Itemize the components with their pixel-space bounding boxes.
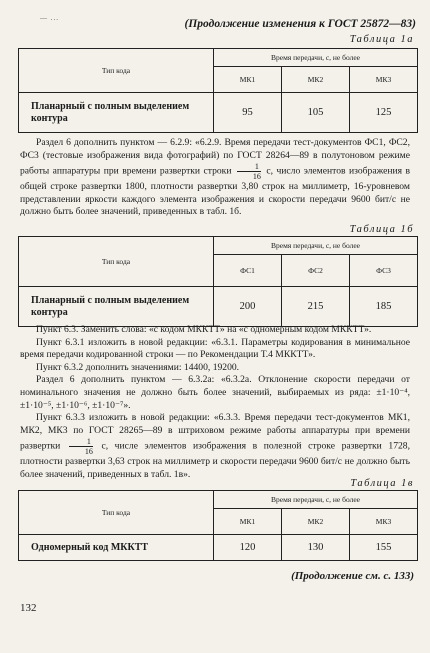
table-1b-group-header: Время передачи, с, не более [214, 237, 418, 255]
paragraph-6-3-2: Пункт 6.3.2 дополнить значениями: 14400, 19200. [36, 361, 240, 373]
paragraph-6-3-1: Пункт 6.3.1 изложить в новой редакции: «6.3.1. Параметры кодирования в минимальное время передачи кодированной строки — по Рекомендации Т.4 МККТТ». [20, 336, 410, 361]
fraction-1-16 [237, 162, 261, 181]
table-1a-col-mk2: МК2 [282, 67, 350, 93]
fraction-denominator: 16 [252, 172, 261, 182]
table-1v-group-header: Время передачи, с, не более [214, 491, 418, 509]
table-1v [18, 490, 418, 561]
page-number: 132 [20, 602, 37, 614]
continuation-footer: (Продолжение см. с. 133) [291, 570, 414, 582]
table-1v-col-mk2: МК2 [282, 509, 350, 535]
table-1v-row-label: Одномерный код МККТТ [19, 535, 214, 561]
table-1v-value-mk2: 130 [282, 535, 350, 561]
paragraph-6-3-3 [20, 412, 410, 481]
table-1a-code-header: Тип кода [19, 49, 214, 93]
table-1v-col-mk1: МК1 [214, 509, 282, 535]
fraction-1-16-second [69, 437, 93, 456]
fraction-denominator: 16 [84, 447, 93, 457]
table-1b [18, 236, 418, 327]
table-1v-value-mk1: 120 [214, 535, 282, 561]
paragraph-6-3-3-text-b: с, числе элементов изображения в полезной строке развертки 1728, плотности развертки 3,63 строк на миллиметр и скорости передачи 9600 бит/с не должно быть более значений, приведенных в табл. 1в». [20, 441, 410, 480]
table-1a-value-mk1: 95 [214, 93, 282, 133]
paragraphs-6-3 [20, 324, 410, 482]
continuation-header: (Продолжение изменения к ГОСТ 25872—83) [184, 18, 416, 30]
table-1b-caption: Таблица 1б [349, 224, 414, 235]
table-1b-value-fs2: 215 [282, 287, 350, 327]
table-1b-row-label: Планарный с полным выделением контура [19, 287, 214, 327]
table-1b-code-header: Тип кода [19, 237, 214, 287]
table-1v-col-mk3: МК3 [350, 509, 418, 535]
table-1a-group-header: Время передачи, с, не более [214, 49, 418, 67]
table-1a-col-mk3: МК3 [350, 67, 418, 93]
table-1b-value-fs3: 185 [350, 287, 418, 327]
table-1b-col-fs1: ФС1 [214, 255, 282, 287]
table-1v-caption: Таблица 1в [350, 478, 414, 489]
table-1a-value-mk2: 105 [282, 93, 350, 133]
table-1v-value-mk3: 155 [350, 535, 418, 561]
table-1v-code-header: Тип кода [19, 491, 214, 535]
table-1b-col-fs2: ФС2 [282, 255, 350, 287]
table-1b-value-fs1: 200 [214, 287, 282, 327]
table-1a-col-mk1: МК1 [214, 67, 282, 93]
page-mark: — ... [40, 14, 59, 22]
table-1a-row-label: Планарный с полным выделением контура [19, 93, 214, 133]
fraction-numerator: 1 [237, 162, 261, 172]
table-1a-value-mk3: 125 [350, 93, 418, 133]
paragraph-6-2-9-text-b: с, число элементов изображения в общей строке развертки 1800, плотности развертки 3,80 строк на миллиметр, 16-уровневом представлении яркости каждого элемента изображения и скорости передачи 9600 бит/с не должно быть более значений, приведенных в табл. 1б. [20, 165, 410, 218]
table-1b-col-fs3: ФС3 [350, 255, 418, 287]
paragraph-6-3-3-text-a: Пункт 6.3.3 изложить в новой редакции: «6.3.3. Время передачи тест-документов МК1, МК2, МК3 по ГОСТ 28265—89 в штриховом режиме работы аппаратуры при времени развертки [20, 412, 410, 453]
paragraph-6-2-9 [20, 137, 410, 219]
paragraph-6-3-2a: Раздел 6 дополнить пунктом — 6.3.2а: «6.3.2а. Отклонение скорости передачи от номинального значения не должно быть более значений, выбираемых из ряда: ±1·10⁻⁴, ±1·10⁻⁵, ±1·10⁻⁶, ±1·10⁻⁷». [20, 374, 410, 411]
fraction-numerator: 1 [69, 437, 93, 447]
table-1a-caption: Таблица 1а [349, 34, 414, 45]
paragraph-6-2-9-text-a: Раздел 6 дополнить пунктом — 6.2.9: «6.2.9. Время передачи тест-документов ФС1, ФС2, ФС3 (тестовые изображения вида фотографий) по ГОСТ 28264—89 в полутоновом режиме работы аппаратуры при времени развертки строки [20, 137, 410, 177]
table-1a [18, 48, 418, 133]
paragraph-6-3: Пункт 6.3. Заменить слова: «с кодом МККТТ» на «с одномерным кодом МККТТ». [36, 324, 372, 335]
